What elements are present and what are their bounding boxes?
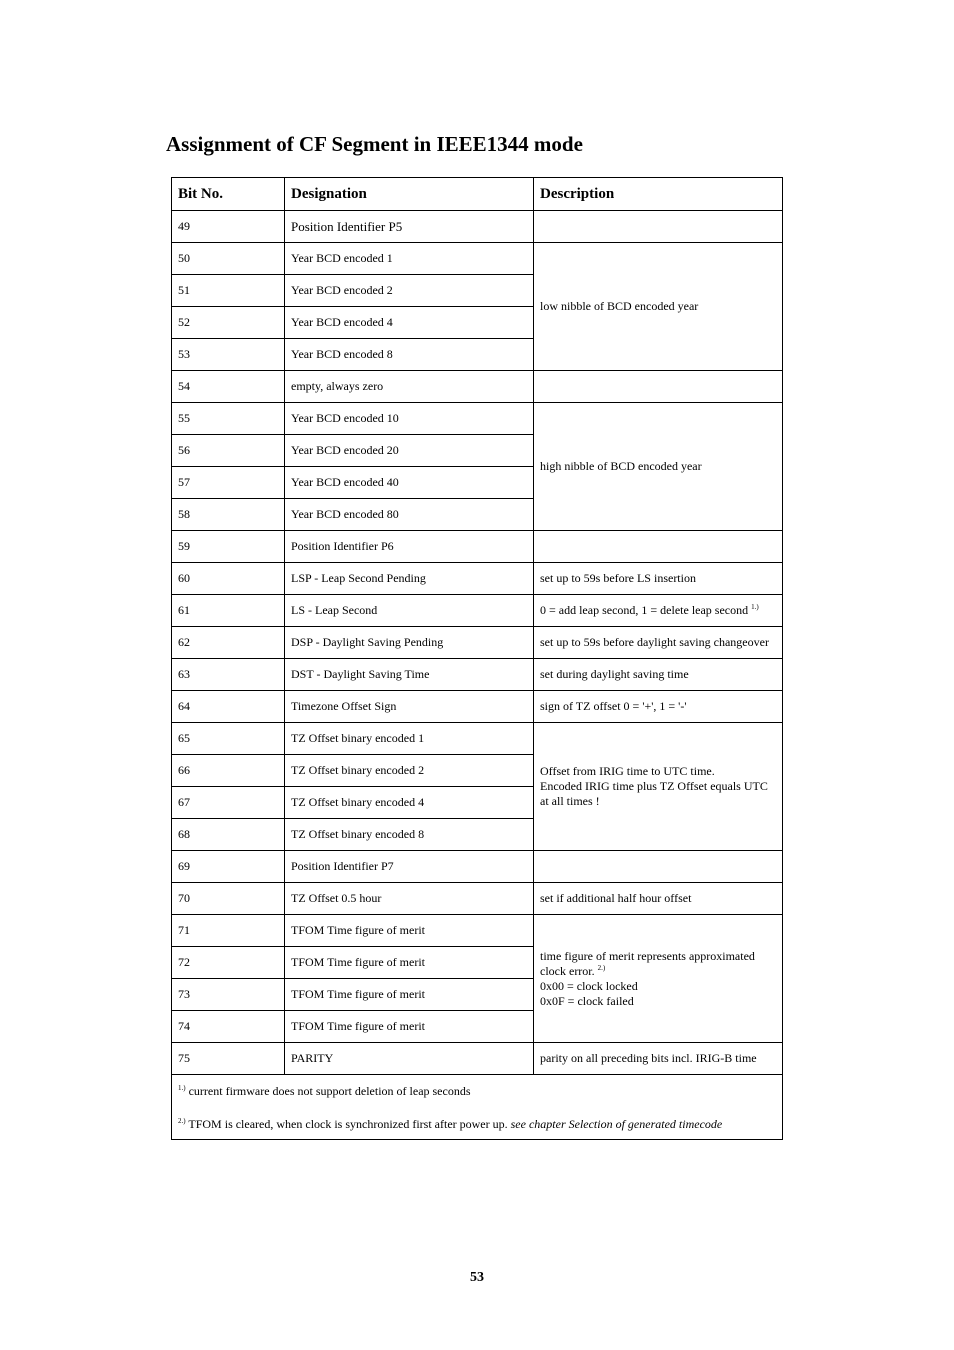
- table-row: [172, 243, 783, 275]
- table-row: [172, 915, 783, 947]
- bit-number: 74: [172, 1011, 285, 1043]
- bit-number: 65: [172, 723, 285, 755]
- table-row: [172, 403, 783, 435]
- bit-number: 70: [172, 883, 285, 915]
- footnote-1: [178, 1083, 776, 1099]
- description: [534, 723, 783, 851]
- designation: LS - Leap Second: [285, 595, 534, 627]
- footnotes-row: [172, 1075, 783, 1140]
- bit-number: 58: [172, 499, 285, 531]
- header-description: Description: [534, 178, 783, 211]
- description: high nibble of BCD encoded year: [534, 403, 783, 531]
- bit-number: 50: [172, 243, 285, 275]
- footnote-mark: 1.): [178, 1083, 186, 1092]
- table-row: [172, 595, 783, 627]
- designation: TZ Offset 0.5 hour: [285, 883, 534, 915]
- bit-number: 53: [172, 339, 285, 371]
- description-text: time figure of merit represents approximated clock error.: [540, 948, 755, 978]
- bit-number: 62: [172, 627, 285, 659]
- description: set up to 59s before LS insertion: [534, 563, 783, 595]
- bit-number: 71: [172, 915, 285, 947]
- bit-number: 73: [172, 979, 285, 1011]
- designation: Position Identifier P5: [285, 211, 534, 243]
- description: [534, 915, 783, 1043]
- bit-number: 66: [172, 755, 285, 787]
- designation: TFOM Time figure of merit: [285, 979, 534, 1011]
- table-row: [172, 723, 783, 755]
- description: [534, 851, 783, 883]
- bit-number: 49: [172, 211, 285, 243]
- description-line: [540, 949, 776, 979]
- description: [534, 371, 783, 403]
- bit-number: 67: [172, 787, 285, 819]
- footnote-2: [178, 1116, 776, 1132]
- description: sign of TZ offset 0 = '+', 1 = '-': [534, 691, 783, 723]
- table-row: [172, 883, 783, 915]
- footnote-mark: 2.): [178, 1116, 186, 1125]
- bit-number: 69: [172, 851, 285, 883]
- description-line: Offset from IRIG time to UTC time.: [540, 764, 715, 778]
- designation: Year BCD encoded 40: [285, 467, 534, 499]
- designation: TZ Offset binary encoded 4: [285, 787, 534, 819]
- bit-number: 64: [172, 691, 285, 723]
- bit-number: 75: [172, 1043, 285, 1075]
- designation: Year BCD encoded 1: [285, 243, 534, 275]
- bit-number: 63: [172, 659, 285, 691]
- bit-number: 51: [172, 275, 285, 307]
- description: parity on all preceding bits incl. IRIG-B time: [534, 1043, 783, 1075]
- description-line: Encoded IRIG time plus TZ Offset equals UTC at all times !: [540, 779, 768, 808]
- description: [534, 531, 783, 563]
- page-title: Assignment of CF Segment in IEEE1344 mode: [166, 132, 583, 156]
- description-line: 0x0F = clock failed: [540, 993, 634, 1008]
- designation: TZ Offset binary encoded 1: [285, 723, 534, 755]
- description: [534, 211, 783, 243]
- designation: Year BCD encoded 2: [285, 275, 534, 307]
- designation: Position Identifier P6: [285, 531, 534, 563]
- description-text: 0 = add leap second, 1 = delete leap second: [540, 603, 749, 617]
- table-row: [172, 563, 783, 595]
- designation: Year BCD encoded 20: [285, 435, 534, 467]
- description: low nibble of BCD encoded year: [534, 243, 783, 371]
- description-line: 0x00 = clock locked: [540, 978, 638, 993]
- designation: DST - Daylight Saving Time: [285, 659, 534, 691]
- description: set up to 59s before daylight saving changeover: [534, 627, 783, 659]
- bit-number: 72: [172, 947, 285, 979]
- footnote-text: TFOM is cleared, when clock is synchronized first after power up.: [188, 1116, 508, 1131]
- bit-number: 56: [172, 435, 285, 467]
- bit-number: 68: [172, 819, 285, 851]
- table-row: [172, 851, 783, 883]
- table-row: [172, 371, 783, 403]
- bit-number: 61: [172, 595, 285, 627]
- designation: Year BCD encoded 10: [285, 403, 534, 435]
- designation: TFOM Time figure of merit: [285, 915, 534, 947]
- table-row: [172, 691, 783, 723]
- designation: TFOM Time figure of merit: [285, 947, 534, 979]
- designation: DSP - Daylight Saving Pending: [285, 627, 534, 659]
- header-designation: Designation: [285, 178, 534, 211]
- footnote-ref: 2.): [597, 963, 606, 972]
- bit-number: 55: [172, 403, 285, 435]
- description: set during daylight saving time: [534, 659, 783, 691]
- designation: TFOM Time figure of merit: [285, 1011, 534, 1043]
- designation: Position Identifier P7: [285, 851, 534, 883]
- designation: PARITY: [285, 1043, 534, 1075]
- table-header-row: [172, 178, 783, 211]
- designation: TZ Offset binary encoded 2: [285, 755, 534, 787]
- table-row: [172, 627, 783, 659]
- bit-number: 59: [172, 531, 285, 563]
- designation: LSP - Leap Second Pending: [285, 563, 534, 595]
- bit-number: 57: [172, 467, 285, 499]
- designation: Year BCD encoded 8: [285, 339, 534, 371]
- header-bit-no: Bit No.: [172, 178, 285, 211]
- table-row: [172, 1043, 783, 1075]
- designation: empty, always zero: [285, 371, 534, 403]
- cf-segment-table: [171, 177, 783, 1140]
- bit-number: 54: [172, 371, 285, 403]
- footnote-text: current firmware does not support deletion of leap seconds: [188, 1083, 471, 1098]
- description: [534, 595, 783, 627]
- designation: TZ Offset binary encoded 8: [285, 819, 534, 851]
- table-row: [172, 531, 783, 563]
- chapter-reference: see chapter Selection of generated timecode: [510, 1116, 723, 1131]
- footnotes: [172, 1075, 783, 1140]
- bit-number: 60: [172, 563, 285, 595]
- bit-number: 52: [172, 307, 285, 339]
- table-row: [172, 659, 783, 691]
- page-number: 53: [470, 1270, 484, 1285]
- designation: Year BCD encoded 80: [285, 499, 534, 531]
- description: set if additional half hour offset: [534, 883, 783, 915]
- footnote-ref: 1.): [751, 603, 759, 611]
- designation: Timezone Offset Sign: [285, 691, 534, 723]
- table-row: [172, 211, 783, 243]
- designation: Year BCD encoded 4: [285, 307, 534, 339]
